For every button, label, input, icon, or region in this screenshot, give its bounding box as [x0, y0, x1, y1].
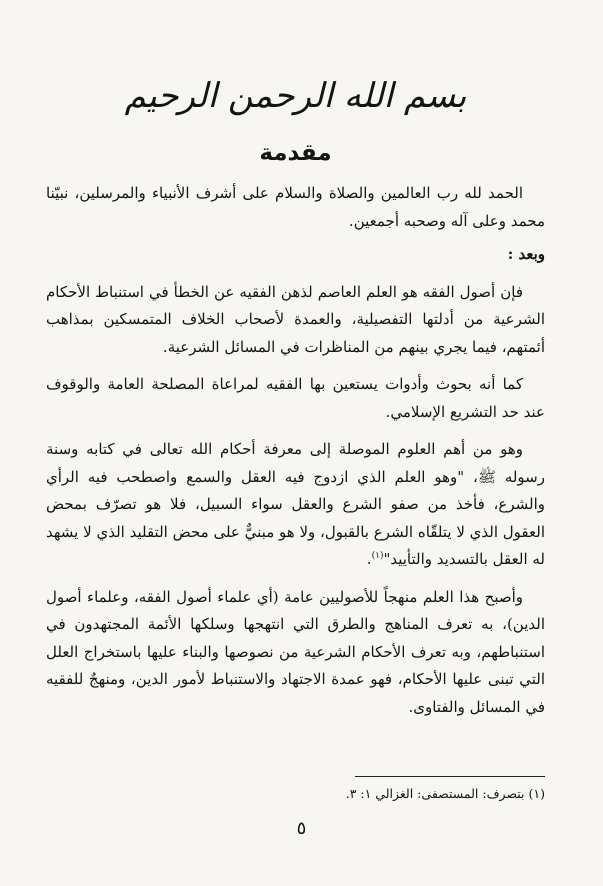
footnote-marker[interactable]: (١) — [371, 551, 384, 561]
paragraph-usul-definition: فإن أصول الفقه هو العلم العاصم لذهن الفقيه عن الخطأ في استنباط الأحكام الشرعية من أدلتها التفصيلية، والعمدة لأصحاب الخلاف المتمسكين بمذاهب أئمتهم، فيما يجري بينهم من المناظرات في المسائل الشرعية. — [46, 282, 545, 356]
paragraph-importance-text: وهو من أهم العلوم الموصلة إلى معرفة أحكام الله تعالى في كتابه وسنة رسوله ﷺ، "وهو العلم الذي ازدوج فيه العقل والسمع واصطحب فيه الرأي والشرع، فأخذ من صفو الشرع والعقل سواء السبيل، فلا هو تصرّف بمحض العقول الذي لا يتلقّاه الشرع بالقبول، ولا هو مبنيٌّ على محض التقليد الذي لا يشهد له العقل بالتسديد والتأييد" — [46, 440, 545, 568]
footnote: (١) بتصرف: المستصفى: الغزالي ١: ٣. — [345, 786, 545, 801]
basmala: بسم الله الرحمن الرحيم — [124, 76, 467, 116]
paragraph-importance: وهو من أهم العلوم الموصلة إلى معرفة أحكام الله تعالى في كتابه وسنة رسوله ﷺ، "وهو العلم الذي ازدوج فيه العقل والسمع واصطحب فيه الرأي والشرع، فأخذ من صفو الشرع والعقل سواء السبيل، فلا هو تصرّف بمحض العقول الذي لا يتلقّاه الشرع بالقبول، ولا هو مبنيٌّ على محض التقليد الذي لا يشهد له العقل بالتسديد والتأييد"$^{(١)}$. — [46, 440, 545, 568]
paragraph-method: وأصبح هذا العلم منهجاً للأصوليين عامة (أي علماء أصول الفقه، وعلماء أصول الدين)، به تعرف المناهج والطرق التي انتهجها وسلكها الأئمة المجتهدون في استنباطهم، وبه تعرف الأحكام الشرعية من نصوصها والبناء عليها باستخراج العلل التي تبنى عليها الأحكام، فهو عمدة الاجتهاد والاستنباط لأمور الدين، ومنهجٌ للفقيه في المسائل والفتاوى. — [46, 587, 545, 716]
paragraph-opening: الحمد لله رب العالمين والصلاة والسلام على أشرف الأنبياء والمرسلين، نبيّنا محمد وعلى آله وصحبه أجمعين. — [46, 184, 545, 230]
paragraph-tools: كما أنه بحوث وأدوات يستعين بها الفقيه لمراعاة المصلحة العامة والوقوف عند حد التشريع الإسلامي. — [46, 375, 545, 421]
footnote-divider — [355, 776, 545, 777]
page-number: ٥ — [296, 818, 307, 839]
page-title: مقدمة — [259, 140, 332, 166]
transition-phrase: وبعد : — [507, 245, 545, 263]
